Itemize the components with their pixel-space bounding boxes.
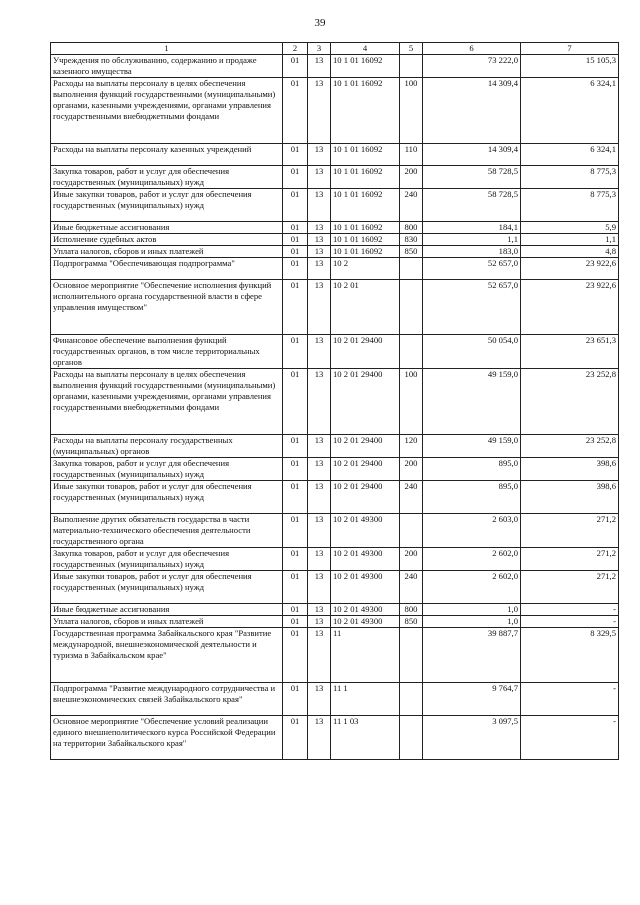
row-expense-type: 800 <box>400 222 423 234</box>
row-amount-approved: 2 603,0 <box>423 514 521 548</box>
row-amount-approved: 183,0 <box>423 246 521 258</box>
row-amount-approved: 49 159,0 <box>423 369 521 435</box>
row-amount-executed: 271,2 <box>521 571 619 604</box>
row-name: Расходы на выплаты персоналу в целях обеспечения выполнения функций государственными (муниципальными) органами, казенными учреждениями, органами управления государственными внебюджетными фондами <box>51 369 283 435</box>
table-row <box>51 189 619 222</box>
table-row <box>51 335 619 369</box>
row-amount-approved: 50 054,0 <box>423 335 521 369</box>
row-subsection: 13 <box>308 571 331 604</box>
row-name: Основное мероприятие "Обеспечение условий реализации единого внешнеполитического курса Российской Федерации на территории Забайкальского края" <box>51 716 283 760</box>
row-section: 01 <box>283 222 308 234</box>
row-name: Подпрограмма "Развитие международного сотрудничества и внешнеэкономических связей Забайкальского края" <box>51 683 283 716</box>
row-expense-type: 110 <box>400 144 423 166</box>
row-amount-executed: 23 252,8 <box>521 435 619 458</box>
row-amount-executed: 8 775,3 <box>521 166 619 189</box>
row-expense-type <box>400 628 423 683</box>
row-amount-approved: 14 309,4 <box>423 144 521 166</box>
row-expense-type: 850 <box>400 246 423 258</box>
row-subsection: 13 <box>308 435 331 458</box>
row-section: 01 <box>283 144 308 166</box>
page-number: 39 <box>314 17 326 29</box>
row-amount-executed: 271,2 <box>521 548 619 571</box>
row-amount-executed: 23 922,6 <box>521 258 619 280</box>
row-target-article: 10 2 01 29400 <box>331 335 400 369</box>
row-amount-executed: 6 324,1 <box>521 78 619 144</box>
row-section: 01 <box>283 435 308 458</box>
row-subsection: 13 <box>308 548 331 571</box>
row-target-article: 10 1 01 16092 <box>331 144 400 166</box>
row-target-article: 10 2 <box>331 258 400 280</box>
row-amount-approved: 73 222,0 <box>423 55 521 78</box>
row-amount-approved: 49 159,0 <box>423 435 521 458</box>
table-row <box>51 628 619 683</box>
row-amount-approved: 39 887,7 <box>423 628 521 683</box>
row-target-article: 11 1 03 <box>331 716 400 760</box>
row-amount-executed: 271,2 <box>521 514 619 548</box>
row-amount-approved: 895,0 <box>423 458 521 481</box>
row-section: 01 <box>283 369 308 435</box>
row-subsection: 13 <box>308 458 331 481</box>
table-row <box>51 604 619 616</box>
row-expense-type: 850 <box>400 616 423 628</box>
row-section: 01 <box>283 481 308 514</box>
row-name: Иные бюджетные ассигнования <box>51 222 283 234</box>
row-amount-approved: 895,0 <box>423 481 521 514</box>
row-amount-approved: 1,0 <box>423 604 521 616</box>
row-amount-executed: 5,9 <box>521 222 619 234</box>
row-name: Закупка товаров, работ и услуг для обеспечения государственных (муниципальных) нужд <box>51 548 283 571</box>
row-expense-type: 100 <box>400 78 423 144</box>
row-target-article: 10 1 01 16092 <box>331 189 400 222</box>
row-amount-approved: 1,1 <box>423 234 521 246</box>
row-target-article: 10 2 01 29400 <box>331 458 400 481</box>
table-row <box>51 458 619 481</box>
row-section: 01 <box>283 548 308 571</box>
row-expense-type: 200 <box>400 458 423 481</box>
table-row <box>51 166 619 189</box>
row-name: Государственная программа Забайкальского края "Развитие международной, внешнеэкономической деятельности и туризма в Забайкальском крае" <box>51 628 283 683</box>
row-amount-executed: 398,6 <box>521 458 619 481</box>
budget-table <box>50 42 619 760</box>
table-body <box>51 55 619 760</box>
row-name: Выполнение других обязательств государства в части материально-технического обеспечения деятельности государственного органа <box>51 514 283 548</box>
row-section: 01 <box>283 571 308 604</box>
row-subsection: 13 <box>308 280 331 335</box>
row-section: 01 <box>283 234 308 246</box>
table-row <box>51 234 619 246</box>
row-amount-executed: 23 252,8 <box>521 369 619 435</box>
row-expense-type <box>400 683 423 716</box>
row-name: Закупка товаров, работ и услуг для обеспечения государственных (муниципальных) нужд <box>51 166 283 189</box>
row-subsection: 13 <box>308 55 331 78</box>
row-section: 01 <box>283 55 308 78</box>
row-target-article: 10 2 01 49300 <box>331 548 400 571</box>
table-row <box>51 683 619 716</box>
row-amount-approved: 184,1 <box>423 222 521 234</box>
row-amount-approved: 52 657,0 <box>423 258 521 280</box>
row-section: 01 <box>283 78 308 144</box>
row-section: 01 <box>283 716 308 760</box>
row-target-article: 10 2 01 49300 <box>331 514 400 548</box>
row-target-article: 10 1 01 16092 <box>331 166 400 189</box>
row-target-article: 10 2 01 49300 <box>331 616 400 628</box>
row-amount-approved: 58 728,5 <box>423 166 521 189</box>
table-row <box>51 222 619 234</box>
row-section: 01 <box>283 280 308 335</box>
row-name: Учреждения по обслуживанию, содержанию и продаже казенного имущества <box>51 55 283 78</box>
column-header: 1 <box>51 43 283 55</box>
row-section: 01 <box>283 335 308 369</box>
row-amount-approved: 2 602,0 <box>423 571 521 604</box>
row-target-article: 10 2 01 49300 <box>331 571 400 604</box>
row-amount-executed: 23 922,6 <box>521 280 619 335</box>
row-amount-executed: 23 651,3 <box>521 335 619 369</box>
row-name: Финансовое обеспечение выполнения функций государственных органов, в том числе территориальных органов <box>51 335 283 369</box>
row-expense-type: 800 <box>400 604 423 616</box>
table-row <box>51 280 619 335</box>
row-subsection: 13 <box>308 481 331 514</box>
column-header: 4 <box>331 43 400 55</box>
row-name: Иные закупки товаров, работ и услуг для обеспечения государственных (муниципальных) нужд <box>51 481 283 514</box>
row-section: 01 <box>283 683 308 716</box>
row-target-article: 11 <box>331 628 400 683</box>
table-row <box>51 716 619 760</box>
row-section: 01 <box>283 458 308 481</box>
row-amount-executed: - <box>521 616 619 628</box>
column-header: 3 <box>308 43 331 55</box>
row-subsection: 13 <box>308 189 331 222</box>
row-section: 01 <box>283 604 308 616</box>
row-target-article: 10 1 01 16092 <box>331 78 400 144</box>
row-amount-executed: - <box>521 604 619 616</box>
row-subsection: 13 <box>308 616 331 628</box>
column-header: 5 <box>400 43 423 55</box>
row-subsection: 13 <box>308 222 331 234</box>
row-name: Закупка товаров, работ и услуг для обеспечения государственных (муниципальных) нужд <box>51 458 283 481</box>
row-expense-type: 240 <box>400 189 423 222</box>
row-name: Расходы на выплаты персоналу в целях обеспечения выполнения функций государственными (муниципальными) органами, казенными учреждениями, органами управления государственными внебюджетными фондами <box>51 78 283 144</box>
table-row <box>51 435 619 458</box>
column-header: 6 <box>423 43 521 55</box>
row-subsection: 13 <box>308 514 331 548</box>
row-target-article: 10 2 01 29400 <box>331 435 400 458</box>
row-expense-type: 200 <box>400 548 423 571</box>
row-expense-type: 100 <box>400 369 423 435</box>
row-amount-executed: 4,8 <box>521 246 619 258</box>
table-row <box>51 144 619 166</box>
row-expense-type: 240 <box>400 571 423 604</box>
row-subsection: 13 <box>308 78 331 144</box>
row-amount-executed: 8 329,5 <box>521 628 619 683</box>
row-target-article: 10 2 01 29400 <box>331 481 400 514</box>
row-expense-type <box>400 55 423 78</box>
row-section: 01 <box>283 628 308 683</box>
row-name: Расходы на выплаты персоналу казенных учреждений <box>51 144 283 166</box>
row-subsection: 13 <box>308 246 331 258</box>
row-name: Иные закупки товаров, работ и услуг для обеспечения государственных (муниципальных) нужд <box>51 189 283 222</box>
row-subsection: 13 <box>308 369 331 435</box>
table-row <box>51 78 619 144</box>
row-amount-approved: 3 097,5 <box>423 716 521 760</box>
row-amount-executed: - <box>521 683 619 716</box>
row-section: 01 <box>283 258 308 280</box>
row-subsection: 13 <box>308 144 331 166</box>
row-target-article: 11 1 <box>331 683 400 716</box>
row-expense-type <box>400 716 423 760</box>
row-subsection: 13 <box>308 683 331 716</box>
table-row <box>51 616 619 628</box>
row-section: 01 <box>283 166 308 189</box>
row-target-article: 10 2 01 49300 <box>331 604 400 616</box>
row-target-article: 10 2 01 29400 <box>331 369 400 435</box>
row-expense-type: 830 <box>400 234 423 246</box>
row-target-article: 10 1 01 16092 <box>331 55 400 78</box>
column-header: 2 <box>283 43 308 55</box>
row-subsection: 13 <box>308 604 331 616</box>
table-row <box>51 514 619 548</box>
row-amount-approved: 52 657,0 <box>423 280 521 335</box>
row-section: 01 <box>283 514 308 548</box>
row-name: Подпрограмма "Обеспечивающая подпрограмма" <box>51 258 283 280</box>
row-amount-executed: - <box>521 716 619 760</box>
row-name: Основное мероприятие "Обеспечение исполнения функций исполнительного органа государственной власти в сфере управления имуществом" <box>51 280 283 335</box>
row-subsection: 13 <box>308 335 331 369</box>
row-name: Иные бюджетные ассигнования <box>51 604 283 616</box>
table-row <box>51 246 619 258</box>
row-name: Уплата налогов, сборов и иных платежей <box>51 246 283 258</box>
row-expense-type: 240 <box>400 481 423 514</box>
row-name: Исполнение судебных актов <box>51 234 283 246</box>
row-expense-type <box>400 335 423 369</box>
row-subsection: 13 <box>308 628 331 683</box>
row-expense-type <box>400 280 423 335</box>
row-section: 01 <box>283 189 308 222</box>
row-target-article: 10 2 01 <box>331 280 400 335</box>
row-name: Расходы на выплаты персоналу государственных (муниципальных) органов <box>51 435 283 458</box>
column-header: 7 <box>521 43 619 55</box>
table-row <box>51 548 619 571</box>
row-amount-executed: 6 324,1 <box>521 144 619 166</box>
row-target-article: 10 1 01 16092 <box>331 246 400 258</box>
row-subsection: 13 <box>308 234 331 246</box>
row-name: Иные закупки товаров, работ и услуг для обеспечения государственных (муниципальных) нужд <box>51 571 283 604</box>
row-amount-executed: 398,6 <box>521 481 619 514</box>
row-amount-executed: 8 775,3 <box>521 189 619 222</box>
row-target-article: 10 1 01 16092 <box>331 222 400 234</box>
row-section: 01 <box>283 246 308 258</box>
row-expense-type: 200 <box>400 166 423 189</box>
row-amount-approved: 58 728,5 <box>423 189 521 222</box>
table-row <box>51 55 619 78</box>
table-row <box>51 258 619 280</box>
row-expense-type: 120 <box>400 435 423 458</box>
row-amount-approved: 9 764,7 <box>423 683 521 716</box>
row-subsection: 13 <box>308 166 331 189</box>
row-amount-approved: 2 602,0 <box>423 548 521 571</box>
table-row <box>51 369 619 435</box>
row-expense-type <box>400 258 423 280</box>
row-amount-approved: 14 309,4 <box>423 78 521 144</box>
row-target-article: 10 1 01 16092 <box>331 234 400 246</box>
row-subsection: 13 <box>308 716 331 760</box>
row-amount-executed: 1,1 <box>521 234 619 246</box>
row-expense-type <box>400 514 423 548</box>
row-amount-approved: 1,0 <box>423 616 521 628</box>
row-section: 01 <box>283 616 308 628</box>
row-subsection: 13 <box>308 258 331 280</box>
table-header-row <box>51 43 619 55</box>
table-row <box>51 571 619 604</box>
row-amount-executed: 15 105,3 <box>521 55 619 78</box>
row-name: Уплата налогов, сборов и иных платежей <box>51 616 283 628</box>
table-row <box>51 481 619 514</box>
